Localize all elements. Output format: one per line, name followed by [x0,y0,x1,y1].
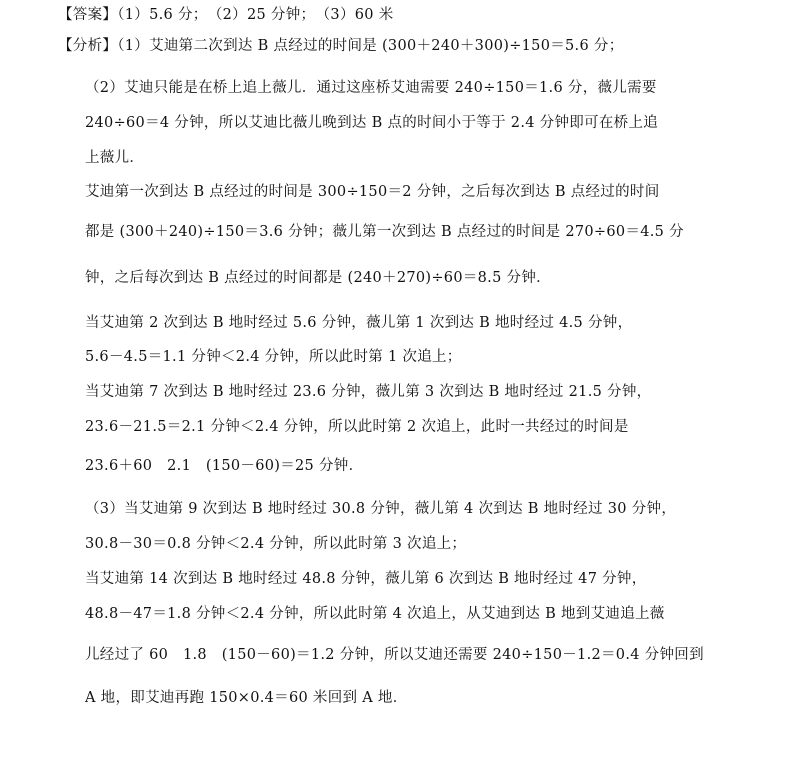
part3-line-5: 儿经过了 60 1.8 (150－60)＝1.2 分钟，所以艾迪还需要 240÷150－1.2＝0.4 分钟回到 [85,647,704,663]
part2-line-5: 都是 (300＋240)÷150＝3.6 分钟；薇儿第一次到达 B 点经过的时间是 270÷60＝4.5 分 [85,224,684,240]
part2-line-8: 5.6－4.5＝1.1 分钟＜2.4 分钟，所以此时第 1 次追上； [85,349,462,365]
part3-line-1: （3）当艾迪第 9 次到达 B 地时经过 30.8 分钟，薇儿第 4 次到达 B 地时经过 30 分钟， [85,501,677,517]
part2-line-3: 上薇儿． [85,150,145,166]
part2-line-6: 钟，之后每次到达 B 点经过的时间都是 (240＋270)÷60＝8.5 分钟． [85,270,551,286]
part3-line-3: 当艾迪第 14 次到达 B 地时经过 48.8 分钟，薇儿第 6 次到达 B 地时经过 47 分钟， [85,571,647,587]
part2-line-2: 240÷60＝4 分钟，所以艾迪比薇儿晚到达 B 点的时间小于等于 2.4 分钟即可在桥上追 [85,115,659,131]
part2-line-11: 23.6＋60 2.1 (150－60)＝25 分钟． [85,458,364,474]
part2-line-9: 当艾迪第 7 次到达 B 地时经过 23.6 分钟，薇儿第 3 次到达 B 地时经过 21.5 分钟， [85,384,652,400]
part2-line-7: 当艾迪第 2 次到达 B 地时经过 5.6 分钟，薇儿第 1 次到达 B 地时经过 4.5 分钟， [85,315,633,331]
analysis-line: 【分析】（1）艾迪第二次到达 B 点经过的时间是 (300＋240＋300)÷150＝5.6 分； [58,38,624,54]
part3-line-4: 48.8－47＝1.8 分钟＜2.4 分钟，所以此时第 4 次追上，从艾迪到达 B 地到艾迪追上薇 [85,606,665,622]
part3-line-2: 30.8－30＝0.8 分钟＜2.4 分钟，所以此时第 3 次追上； [85,536,467,552]
part2-line-4: 艾迪第一次到达 B 点经过的时间是 300÷150＝2 分钟，之后每次到达 B 点经过的时间 [85,184,660,200]
part2-line-1: （2）艾迪只能是在桥上追上薇儿．通过这座桥艾迪需要 240÷150＝1.6 分，薇儿需要 [85,80,657,96]
answer-line: 【答案】（1）5.6 分； （2）25 分钟； （3）60 米 [58,7,394,23]
part2-line-10: 23.6－21.5＝2.1 分钟＜2.4 分钟，所以此时第 2 次追上，此时一共经过的时间是 [85,419,629,435]
part3-line-6: A 地，即艾迪再跑 150×0.4＝60 米回到 A 地． [85,690,408,706]
